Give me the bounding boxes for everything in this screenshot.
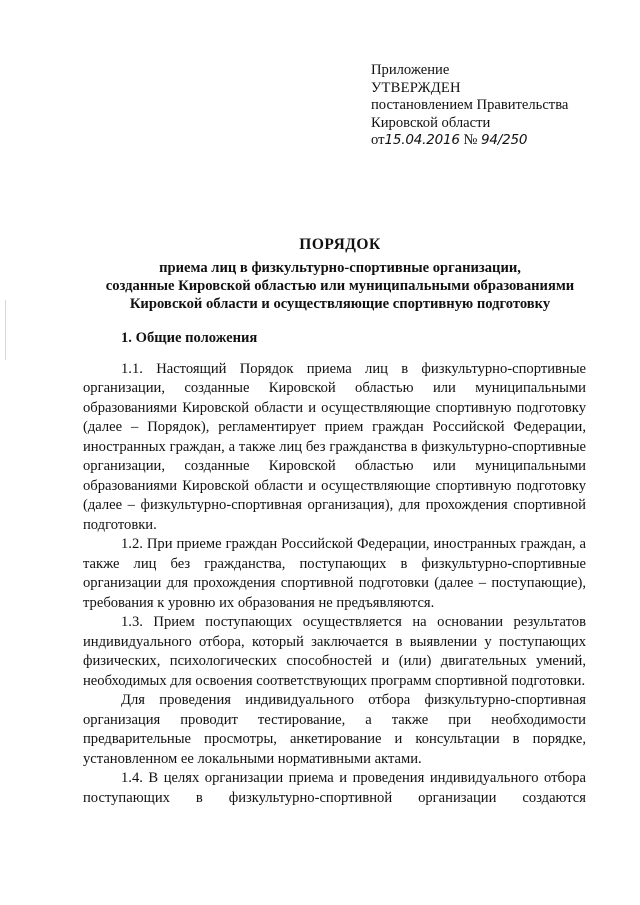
appendix-label: Приложение bbox=[371, 62, 450, 78]
handwritten-number: 94/250 bbox=[481, 132, 528, 148]
decree-date-line bbox=[371, 132, 611, 150]
paragraph-1-2: 1.2. При приеме граждан Российской Федерации, иностранных граждан, а также лиц без гражданства, поступающих в физкультурно-спортивные организации для прохождения спортивной подготовки (далее – поступающие), требования к уровню их образования не предъявляются. bbox=[83, 536, 586, 611]
paragraph-1-3: 1.3. Прием поступающих осуществляется на основании результатов индивидуального отбора, который заключается в выявлении у поступающих физических, психологических способностей и (или) двигательных умений, необходимых для освоения соответствующих программ спортивной подготовки. bbox=[83, 614, 586, 689]
handwritten-date: 15.04.2016 bbox=[384, 132, 460, 148]
paragraph-1-4: 1.4. В целях организации приема и проведения индивидуального отбора поступающих в физкультурно-спортивной организации создаются bbox=[83, 770, 586, 806]
document-title: ПОРЯДОК bbox=[299, 236, 381, 253]
document-title-block bbox=[60, 236, 620, 313]
approved-label: УТВЕРЖДЕН bbox=[371, 79, 461, 96]
approval-block bbox=[371, 62, 611, 150]
document-subtitle-line-2: созданные Кировской областью или муниципальными образованиями bbox=[105, 278, 575, 294]
decree-line-1: постановлением Правительства bbox=[371, 97, 569, 113]
paragraph-1-3-continued: Для проведения индивидуального отбора физкультурно-спортивная организация проводит тестирование, а также при необходимости предварительные просмотры, анкетирование и консультации в порядке, установленном ее локальными нормативными актами. bbox=[83, 692, 586, 767]
section-heading: 1. Общие положения bbox=[121, 330, 258, 346]
document-subtitle-line-1: приема лиц в физкультурно-спортивные организации, bbox=[159, 260, 521, 276]
date-prefix: от bbox=[371, 132, 385, 148]
document-body bbox=[83, 329, 586, 808]
decree-line-2: Кировской области bbox=[371, 114, 491, 131]
scan-edge-mark bbox=[5, 300, 6, 360]
paragraph-1-1: 1.1. Настоящий Порядок приема лиц в физкультурно-спортивные организации, созданные Кировской областью или муниципальными образованиями Кировской области и осуществляющие спортивную подготовку (далее – Порядок), регламентирует прием граждан Российской Федерации, иностранных граждан, а также лиц без гражданства в физкультурно-спортивные организации, созданные Кировской областью или муниципальными образованиями Кировской области и осуществляющие спортивную подготовку (далее – физкультурно-спортивная организация), для прохождения спортивной подготовки. bbox=[83, 360, 586, 533]
document-subtitle-line-3: Кировской области и осуществляющие спортивную подготовку bbox=[129, 296, 551, 312]
number-sign: № bbox=[463, 132, 478, 148]
